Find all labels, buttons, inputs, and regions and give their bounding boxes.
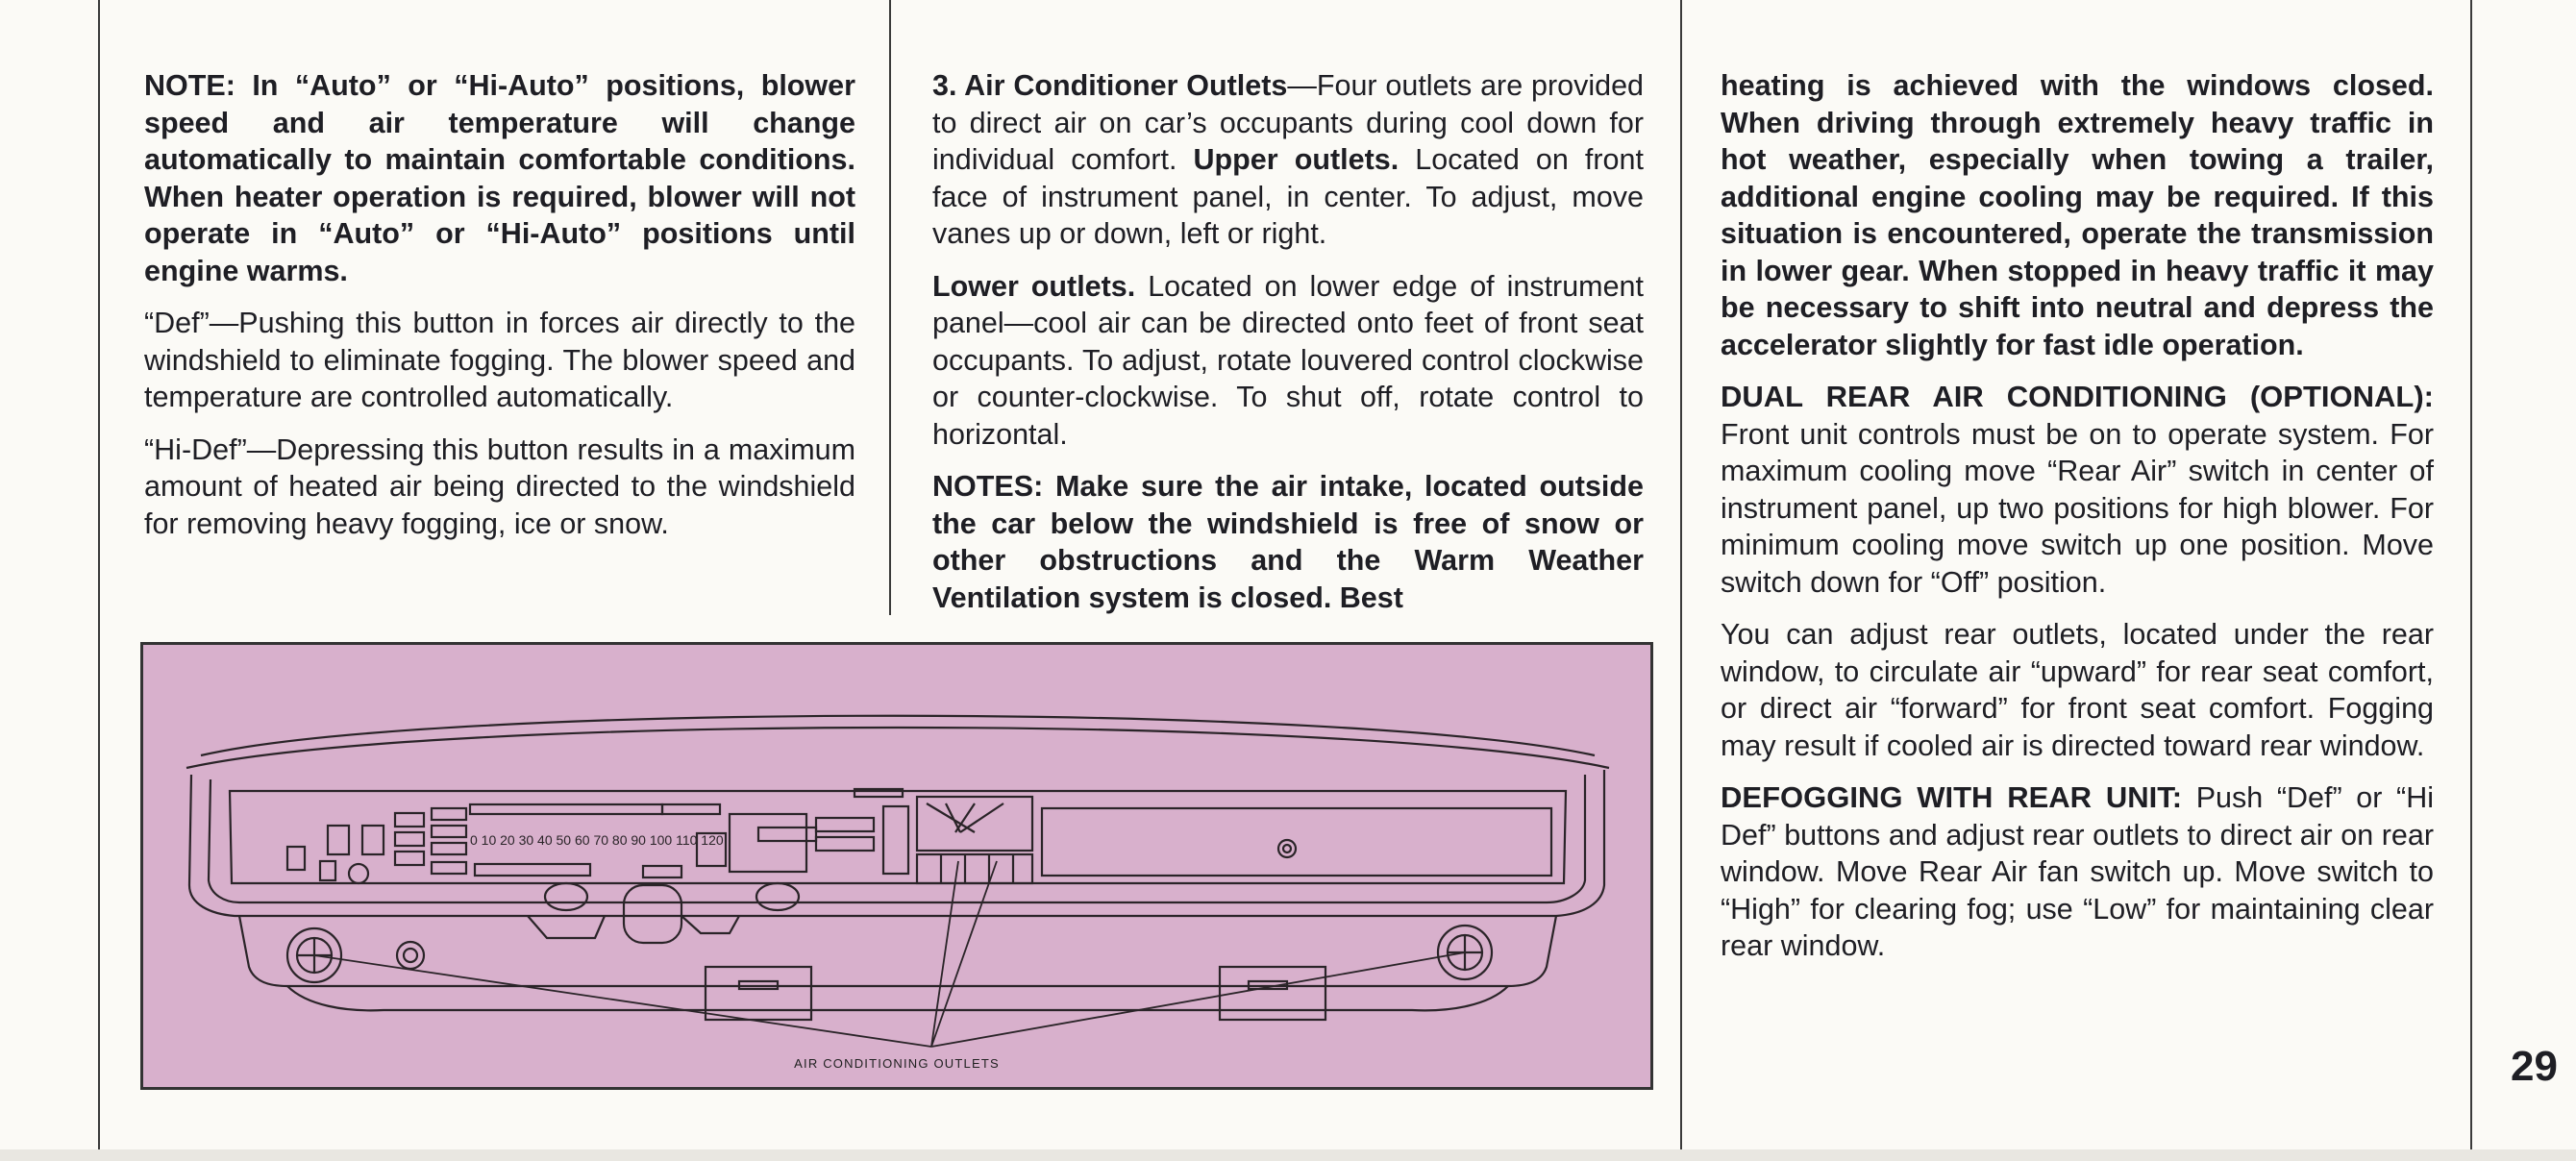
heating-continued-paragraph: heating is achieved with the windows closed. When driving through extremely heavy traffic in hot weather, especially when towing a trailer, additional engine cooling may be required. If this situation is encountered, operate the transmission in lower gear. When stopped in heavy traffic it may be necessary to shift into neutral and depress the accelerator slightly for fast idle operation. <box>1721 69 2434 361</box>
dual-rear-heading: DUAL REAR AIR CONDITIONING (OPTIONAL): <box>1721 380 2434 413</box>
outlets-text: —Four outlets are provided to direct air on car’s occupants during cool down for individual comfort. <box>932 69 1645 176</box>
column-rule-outer <box>2470 0 2472 1153</box>
column-rule-right <box>1680 0 1682 1153</box>
lower-outlets-paragraph <box>932 268 1644 454</box>
page-bottom-edge <box>0 1149 2576 1161</box>
lower-outlets-label: Lower outlets. <box>932 269 1136 303</box>
instrument-panel-illustration <box>143 645 1650 1087</box>
defogging-heading: DEFOGGING WITH REAR UNIT: <box>1721 780 2183 814</box>
note-text: In “Auto” or “Hi-Auto” positions, blower speed and air temperature will change automatically to maintain comfortable conditions. When heater operation is required, blower will not operate in “Auto” or “Hi-Auto” positions until engine warms. <box>144 69 855 287</box>
column-2 <box>932 67 1644 616</box>
defogging-paragraph <box>1721 779 2434 965</box>
instrument-panel-figure <box>140 642 1653 1090</box>
note-paragraph <box>144 67 855 289</box>
speedometer-scale-label: 0 10 20 30 40 50 60 70 80 90 100 110 120 <box>470 832 724 848</box>
outlets-heading: 3. Air Conditioner Outlets <box>932 69 1288 102</box>
page-number: 29 <box>2511 1043 2558 1090</box>
hidef-paragraph: “Hi-Def”—Depressing this button results in a maximum amount of heated air being directed to the windshield for removing heavy fogging, ice or snow. <box>144 432 855 540</box>
column-rule-left <box>98 0 100 1153</box>
defogging-text: Push “Def” or “Hi Def” buttons and adjust rear outlets to direct air on rear window. Move Rear Air fan switch up. Move switch to “High” for clearing fog; use “Low” for maintaining clear rear window. <box>1721 781 2435 962</box>
figure-caption: AIR CONDITIONING OUTLETS <box>794 1056 1000 1071</box>
column-3 <box>1721 67 2434 965</box>
lower-outlets-text: Located on lower edge of instrument panel—cool air can be directed onto feet of front seat occupants. To adjust, rotate louvered control clockwise or counter-clockwise. To shut off, rotate control to horizontal. <box>932 269 1644 451</box>
notes-paragraph: NOTES: Make sure the air intake, located outside the car below the windshield is free of snow or other obstructions and the Warm Weather Ventilation system is closed. Best <box>932 470 1644 614</box>
upper-outlets-text: Located on front face of instrument panel, in center. To adjust, move vanes up or down, left or right. <box>932 143 1644 250</box>
note-label: NOTE: <box>144 69 235 102</box>
dual-rear-text: Front unit controls must be on to operate system. For maximum cooling move “Rear Air” switch in center of instrument panel, up two positions for high blower. For minimum cooling move switch up one position. Move switch down for “Off” position. <box>1721 417 2434 599</box>
def-paragraph: “Def”—Pushing this button in forces air directly to the windshield to eliminate fogging. The blower speed and temperature are controlled automatically. <box>144 307 855 413</box>
dual-rear-paragraph <box>1721 379 2434 601</box>
column-rule-center <box>889 0 891 615</box>
outlets-paragraph <box>932 67 1644 253</box>
rear-outlets-paragraph: You can adjust rear outlets, located under the rear window, to circulate air “upward” for rear seat comfort, or direct air “forward” for front seat comfort. Fogging may result if cooled air is directed toward rear window. <box>1721 618 2434 762</box>
column-1 <box>144 67 855 542</box>
upper-outlets-label: Upper outlets. <box>1193 143 1399 176</box>
